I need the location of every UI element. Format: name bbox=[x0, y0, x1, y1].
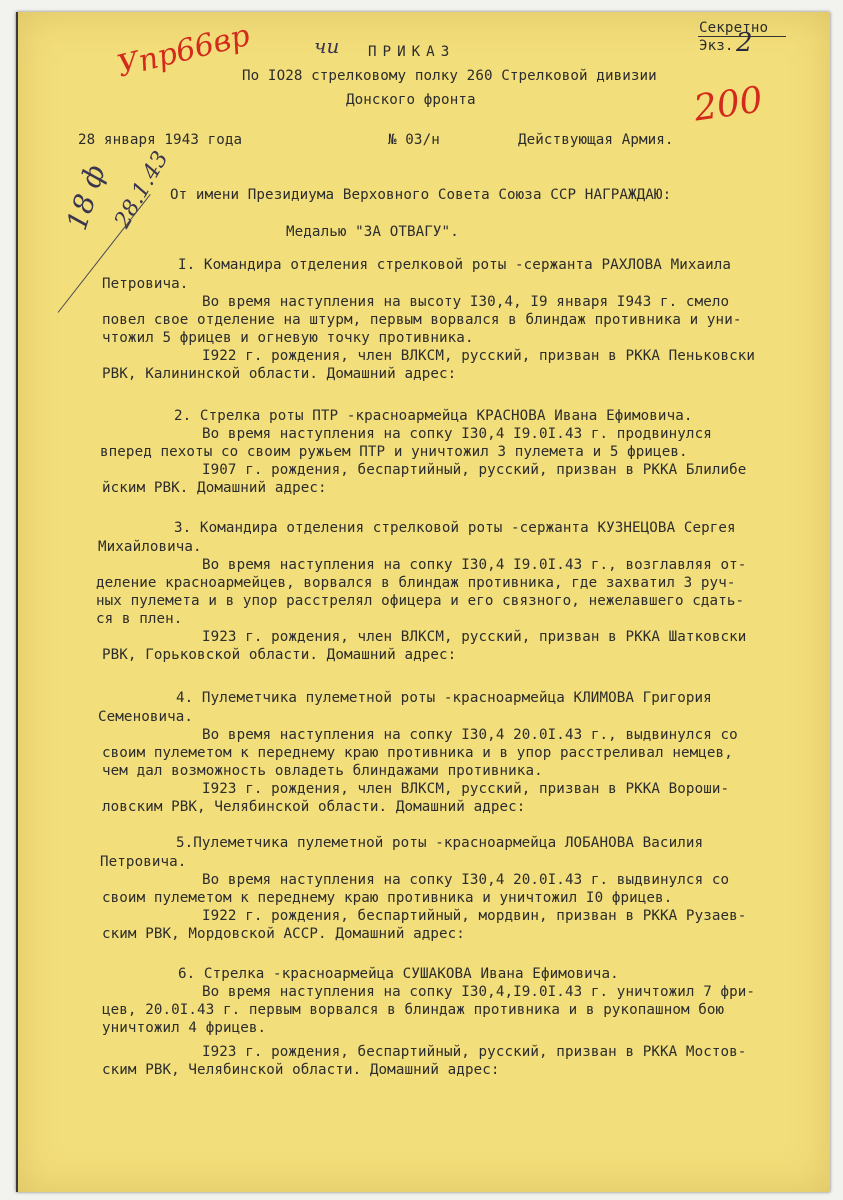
entry-6-line-5: I923 г. рождения, беспартийный, русский, призван в РККА Мостов- bbox=[202, 1044, 747, 1060]
entry-6-line-3: цев, 20.0I.43 г. первым ворвался в блиндаж противника и в рукопашном бою bbox=[102, 1002, 725, 1018]
entry-5-line-6: ским РВК, Мордовской АССР. Домашний адрес: bbox=[102, 926, 465, 942]
entry-1-line-2: Петровича. bbox=[102, 276, 189, 292]
entry-6-line-2: Во время наступления на сопку I30,4,I9.0I.43 г. уничтожил 7 фри- bbox=[202, 984, 756, 1000]
red-annotation-right: 200 bbox=[691, 79, 766, 130]
handwritten-left-2: 28.1.43 bbox=[110, 147, 174, 233]
entry-2-line-4: I907 г. рождения, беспартийный, русский, призван в РККА Блилибе bbox=[202, 462, 747, 478]
preamble-line-1: От имени Президиума Верховного Совета Союза ССР НАГРАЖДАЮ: bbox=[170, 187, 672, 203]
entry-5-line-1: 5.Пулеметчика пулеметной роты -красноармейца ЛОБАНОВА Василия bbox=[176, 835, 704, 851]
handwritten-top: чи bbox=[314, 34, 340, 58]
entry-3-line-6: ся в плен. bbox=[96, 611, 183, 627]
entry-3-line-2: Михайловича. bbox=[98, 539, 202, 555]
handwritten-left-1: 18 ф bbox=[60, 160, 112, 235]
red-annotation-left: Упр66вр bbox=[113, 17, 254, 85]
entry-3-line-7: I923 г. рождения, член ВЛКСМ, русский, призван в РККА Шатковски bbox=[202, 629, 747, 645]
entry-5-line-4: своим пулеметом к переднему краю противника и уничтожил I0 фрицев. bbox=[102, 890, 673, 906]
document-page bbox=[16, 12, 830, 1192]
entry-2-line-3: вперед пехоты со своим ружьем ПТР и уничтожил 3 пулемета и 5 фрицев. bbox=[100, 444, 688, 460]
entry-5-line-2: Петровича. bbox=[100, 854, 187, 870]
entry-2-line-2: Во время наступления на сопку I30,4 I9.0I.43 г. продвинулся bbox=[202, 426, 712, 442]
entry-2-line-5: йским РВК. Домашний адрес: bbox=[102, 480, 327, 496]
entry-4-line-2: Семеновича. bbox=[98, 709, 194, 725]
entry-3-line-8: РВК, Горьковской области. Домашний адрес: bbox=[102, 647, 457, 663]
entry-4-line-4: своим пулеметом к переднему краю противника и в упор расстреливал немцев, bbox=[102, 745, 733, 761]
entry-2-line-1: 2. Стрелка роты ПТР -красноармейца КРАСНОВА Ивана Ефимовича. bbox=[174, 408, 693, 424]
entry-6-line-6: ским РВК, Челябинской области. Домашний адрес: bbox=[102, 1062, 500, 1078]
entry-4-line-3: Во время наступления на сопку I30,4 20.0I.43 г., выдвинулся со bbox=[202, 727, 738, 743]
entry-4-line-6: I923 г. рождения, член ВЛКСМ, русский, призван в РККА Вороши- bbox=[202, 781, 730, 797]
entry-1-line-4: повел свое отделение на штурм, первым ворвался в блиндаж противника и уни- bbox=[102, 312, 742, 328]
entry-1-line-3: Во время наступления на высоту I30,4, I9 января I943 г. смело bbox=[202, 294, 730, 310]
copy-label: Экз. bbox=[699, 38, 734, 54]
entry-1-line-1: I. Командира отделения стрелковой роты -сержанта РАХЛОВА Михаила bbox=[178, 257, 732, 273]
entry-3-line-4: деление красноармейцев, ворвался в блиндаж противника, где захватил 3 руч- bbox=[96, 575, 736, 591]
header-line-1: По IO28 стрелковому полку 260 Стрелковой дивизии bbox=[242, 68, 657, 84]
secret-label: Секретно bbox=[699, 20, 769, 36]
order-place: Действующая Армия. bbox=[518, 132, 674, 148]
entry-6-line-1: 6. Стрелка -красноармейца СУШАКОВА Ивана Ефимовича. bbox=[178, 966, 619, 982]
entry-3-line-3: Во время наступления на сопку I30,4 I9.0I.43 г., возглавляя от- bbox=[202, 557, 747, 573]
order-number: № 03/н bbox=[388, 132, 440, 148]
header-line-2: Донского фронта bbox=[346, 92, 476, 108]
order-date: 28 января 1943 года bbox=[78, 132, 243, 148]
entry-4-line-7: ловским РВК, Челябинской области. Домашний адрес: bbox=[102, 799, 526, 815]
entry-3-line-5: ных пулемета и в упор расстрелял офицера и его связного, нежелавшего сдать- bbox=[96, 593, 745, 609]
entry-3-line-1: 3. Командира отделения стрелковой роты -сержанта КУЗНЕЦОВА Сергея bbox=[174, 520, 736, 536]
medal-line: Медалью "ЗА ОТВАГУ". bbox=[286, 224, 459, 240]
entry-1-line-7: РВК, Калининской области. Домашний адрес: bbox=[102, 366, 457, 382]
secret-underline bbox=[698, 36, 786, 37]
copy-number: 2 bbox=[736, 28, 753, 58]
entry-5-line-5: I922 г. рождения, беспартийный, мордвин, призван в РККА Рузаев- bbox=[202, 908, 747, 924]
entry-1-line-5: чтожил 5 фрицев и огневую точку противника. bbox=[102, 330, 474, 346]
entry-4-line-5: чем дал возможность овладеть блиндажами противника. bbox=[102, 763, 543, 779]
order-title: ПРИКАЗ bbox=[368, 44, 456, 60]
entry-6-line-4: уничтожил 4 фрицев. bbox=[102, 1020, 267, 1036]
entry-5-line-3: Во время наступления на сопку I30,4 20.0I.43 г. выдвинулся со bbox=[202, 872, 730, 888]
entry-4-line-1: 4. Пулеметчика пулеметной роты -красноармейца КЛИМОВА Григория bbox=[176, 690, 712, 706]
entry-1-line-6: I922 г. рождения, член ВЛКСМ, русский, призван в РККА Пеньковски bbox=[202, 348, 756, 364]
